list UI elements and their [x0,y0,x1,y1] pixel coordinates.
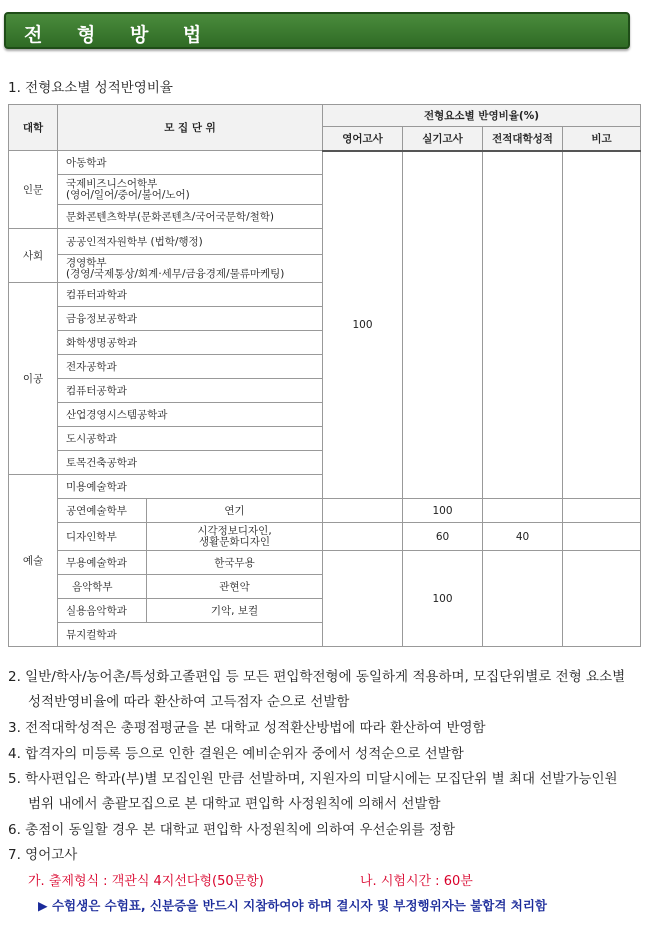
note-4: 4. 합격자의 미등록 등으로 인한 결원은 예비순위자 중에서 성적순으로 선발함 [8,746,464,762]
note-empty [563,499,641,523]
major-cell: 기악, 보컬 [147,599,323,623]
unit-row: 공연예술학부 [58,499,147,523]
warning-note: ▶ 수험생은 수험표, 신분증을 반드시 지참하여야 하며 결시자 및 부정행위자는 불합격 처리함 [38,898,548,913]
unit-row: 컴퓨터과학과 [58,283,323,307]
major-cell: 한국무용 [147,551,323,575]
note-6: 6. 총점이 동일할 경우 본 대학교 편입학 사정원칙에 의하여 우선순위를 정함 [8,822,456,838]
unit-row: 전자공학과 [58,355,323,379]
practical-value: 100 [403,499,483,523]
header-gpa: 전적대학성적 [483,127,563,151]
note-empty [563,151,641,499]
exam-time: 나. 시험시간 : 60분 [360,874,473,889]
header-unit: 모 집 단 위 [58,105,323,151]
unit-row: 도시공학과 [58,427,323,451]
header-english: 영어고사 [323,127,403,151]
banner-title: 전 형 방 법 [24,24,216,46]
gpa-empty [483,551,563,647]
header-practical: 실기고사 [403,127,483,151]
note-3: 3. 전적대학성적은 총평점평균을 본 대학교 성적환산방법에 따라 환산하여 반영함 [8,720,486,736]
gpa-empty [483,151,563,499]
section-title: 1. 전형요소별 성적반영비율 [8,80,173,96]
note-5-cont: 범위 내에서 총괄모집으로 본 대학교 편입학 사정원칙에 의해서 선발함 [28,796,441,812]
unit-row: 음악학부 [58,575,147,599]
unit-row: 무용예술학과 [58,551,147,575]
header-note: 비고 [563,127,641,151]
unit-row: 실용음악학과 [58,599,147,623]
unit-row: 산업경영시스템공학과 [58,403,323,427]
english-value: 100 [323,151,403,499]
english-empty [323,523,403,551]
ratio-table [8,104,641,647]
note-7: 7. 영어고사 [8,847,78,863]
practical-empty [403,151,483,499]
major-cell: 관현악 [147,575,323,599]
college-arts: 예술 [9,475,58,647]
unit-row: 뮤지컬학과 [58,623,323,647]
gpa-value: 40 [483,523,563,551]
note-2-cont: 성적반영비율에 따라 환산하여 고득점자 순으로 선발함 [28,694,350,710]
college-social: 사회 [9,229,58,283]
unit-row: 미용예술학과 [58,475,323,499]
practical-value: 100 [403,551,483,647]
unit-row: 아동학과 [58,151,323,175]
major-cell: 연기 [147,499,323,523]
exam-format: 가. 출제형식 : 객관식 4지선다형(50문항) [28,874,264,889]
gpa-empty [483,499,563,523]
unit-row: 문화콘텐츠학부(문화콘텐츠/국어국문학/철학) [58,205,323,229]
college-humanities: 인문 [9,151,58,229]
unit-row: 공공인적자원학부 (법학/행정) [58,229,323,255]
english-empty [323,499,403,523]
unit-row: 토목건축공학과 [58,451,323,475]
major-cell: 시각정보디자인, 생활문화디자인 [147,523,323,551]
note-2: 2. 일반/학사/농어촌/특성화고졸편입 등 모든 편입학전형에 동일하게 적용하며, 모집단위별로 전형 요소별 [8,669,626,685]
practical-value: 60 [403,523,483,551]
note-5: 5. 학사편입은 학과(부)별 모집인원 만큼 선발하며, 지원자의 미달시에는 모집단위 별 최대 선발가능인원 [8,771,618,787]
header-college: 대학 [9,105,58,151]
college-science: 이공 [9,283,58,475]
section-banner [4,12,630,49]
unit-row: 국제비즈니스어학부 (영어/일어/중어/불어/노어) [58,175,323,205]
note-empty [563,551,641,647]
unit-row: 경영학부 (경영/국제통상/회계·세무/금융경제/물류마케팅) [58,255,323,283]
header-ratio: 전형요소별 반영비율(%) [323,105,641,127]
english-empty [323,551,403,647]
note-empty [563,523,641,551]
unit-row: 화학생명공학과 [58,331,323,355]
unit-row: 컴퓨터공학과 [58,379,323,403]
unit-row: 디자인학부 [58,523,147,551]
unit-row: 금융정보공학과 [58,307,323,331]
